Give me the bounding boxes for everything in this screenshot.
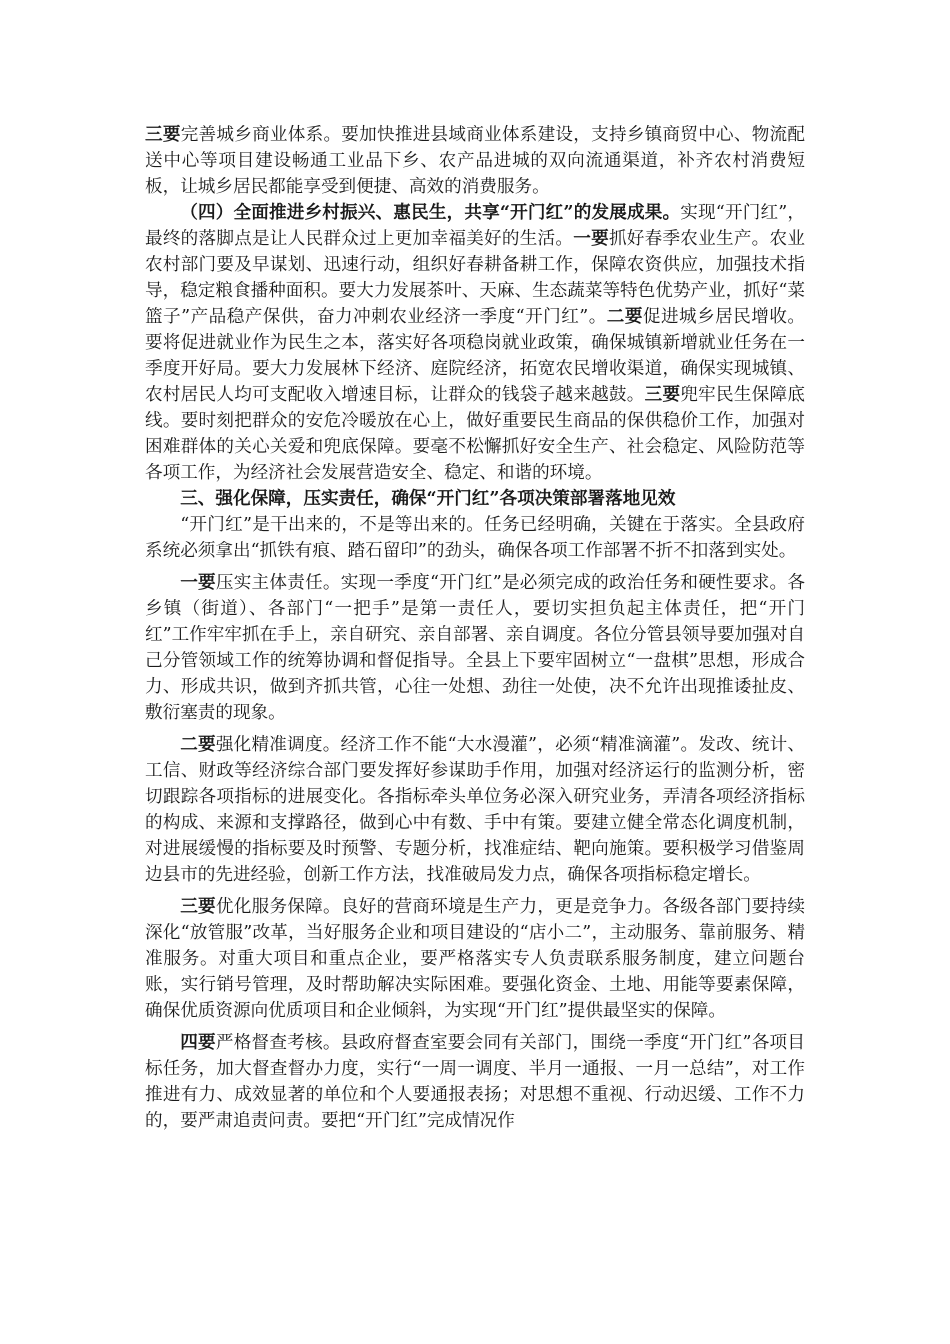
subsection-heading: （四）全面推进乡村振兴、惠民生，共享“开门红”的发展成果。 [180, 202, 681, 223]
paragraph-san-yao-service [145, 894, 805, 1024]
paragraph-text: 实现“开门红”，最终的落脚点是让人民群众过上更加幸福美好的生活。 [145, 203, 805, 249]
section-title: 三、强化保障，压实责任，确保“开门红”各项决策部署落地见效 [180, 488, 676, 509]
paragraph-er-yao [145, 732, 805, 888]
paragraph-si-yao [145, 1030, 805, 1134]
paragraph-lead: 三要 [644, 384, 681, 405]
paragraph-rural-revitalization [145, 200, 805, 486]
paragraph-lead: 二要 [606, 306, 643, 327]
paragraph-text: 促进城乡居民增收。要将促进就业作为民生之本，落实好各项稳岗就业政策，确保城镇新增就业任务在一季度开好局。要大力发展林下经济、庭院经济，拓宽农民增收渠道，确保实现城镇、农村居民人均可支配收入增速目标，让群众的钱袋子越来越鼓。 [145, 307, 805, 405]
paragraph-lead: 二要 [180, 734, 216, 755]
paragraph-text: 强化精准调度。经济工作不能“大水漫灌”，必须“精准滴灌”。发改、统计、工信、财政等经济综合部门要发挥好参谋助手作用，加强对经济运行的监测分析，密切跟踪各项指标的进展变化。各指标牵头单位务必深入研究业务，弄清各项经济指标的构成、来源和支撑路径，做到心中有数、手中有策。要建立健全常态化调度机制，对进展缓慢的指标要及时预警、专题分析，找准症结、靶向施策。要积极学习借鉴周边县市的先进经验，创新工作方法，找准破局发力点，确保各项指标稳定增长。 [145, 735, 805, 885]
paragraph-lead: 四要 [180, 1032, 216, 1053]
paragraph-lead: 一要 [180, 572, 216, 593]
paragraph-text: 优化服务保障。良好的营商环境是生产力，更是竞争力。各级各部门要持续深化“放管服”改革，当好服务企业和项目建设的“店小二”，主动服务、靠前服务、精准服务。对重大项目和重点企业，要严格落实专人负责联系服务制度，建立问题台账，实行销号管理，及时帮助解决实际困难。要强化资金、土地、用能等要素保障，确保优质资源向优质项目和企业倾斜，为实现“开门红”提供最坚实的保障。 [145, 897, 805, 1021]
paragraph-text: 兜牢民生保障底线。要时刻把群众的安危冷暖放在心上，做好重要民生商品的保供稳价工作，加强对困难群体的关心关爱和兜底保障。要毫不松懈抓好安全生产、社会稳定、风险防范等各项工作，为经济社会发展营造安全、稳定、和谐的环境。 [145, 385, 805, 483]
paragraph-text: 完善城乡商业体系。要加快推进县域商业体系建设，支持乡镇商贸中心、物流配送中心等项目建设畅通工业品下乡、农产品进城的双向流通渠道，补齐农村消费短板，让城乡居民都能享受到便捷、高效的消费服务。 [145, 125, 805, 197]
paragraph-san-yao-commerce [145, 122, 805, 200]
paragraph-text: 压实主体责任。实现一季度“开门红”是必须完成的政治任务和硬性要求。各乡镇（街道）、各部门“一把手”是第一责任人，要切实担负起主体责任，把“开门红”工作牢牢抓在手上，亲自研究、亲自部署、亲自调度。各位分管县领导要加强对自己分管领域工作的统筹协调和督促指导。全县上下要牢固树立“一盘棋”思想，形成合力、形成共识，做到齐抓共管，心往一处想、劲往一处使，决不允许出现推诿扯皮、敷衍塞责的现象。 [145, 573, 805, 723]
paragraph-intro: “开门红”是干出来的，不是等出来的。任务已经明确，关键在于落实。全县政府系统必须拿出“抓铁有痕、踏石留印”的劲头，确保各项工作部署不折不扣落到实处。 [145, 515, 805, 561]
paragraph-lead: 三要 [180, 896, 216, 917]
paragraph-lead: 三要 [145, 124, 181, 145]
paragraph-yi-yao [145, 570, 805, 726]
document-page [145, 122, 805, 1134]
paragraph-lead: 一要 [573, 228, 609, 249]
paragraph-text: 严格督查考核。县政府督查室要会同有关部门，围绕一季度“开门红”各项目标任务，加大督查督办力度，实行“一周一调度、半月一通报、一月一总结”，对工作推进有力、成效显著的单位和个人要通报表扬；对思想不重视、行动迟缓、工作不力的，要严肃追责问责。要把“开门红”完成情况作 [145, 1033, 805, 1131]
paragraph-text: 抓好春季农业生产。农业农村部门要及早谋划、迅速行动，组织好春耕备耕工作，保障农资供应，加强技术指导，稳定粮食播种面积。要大力发展茶叶、天麻、生态蔬菜等特色优势产业，抓好“菜篮子”产品稳产保供，奋力冲刺农业经济一季度“开门红”。 [145, 229, 805, 327]
